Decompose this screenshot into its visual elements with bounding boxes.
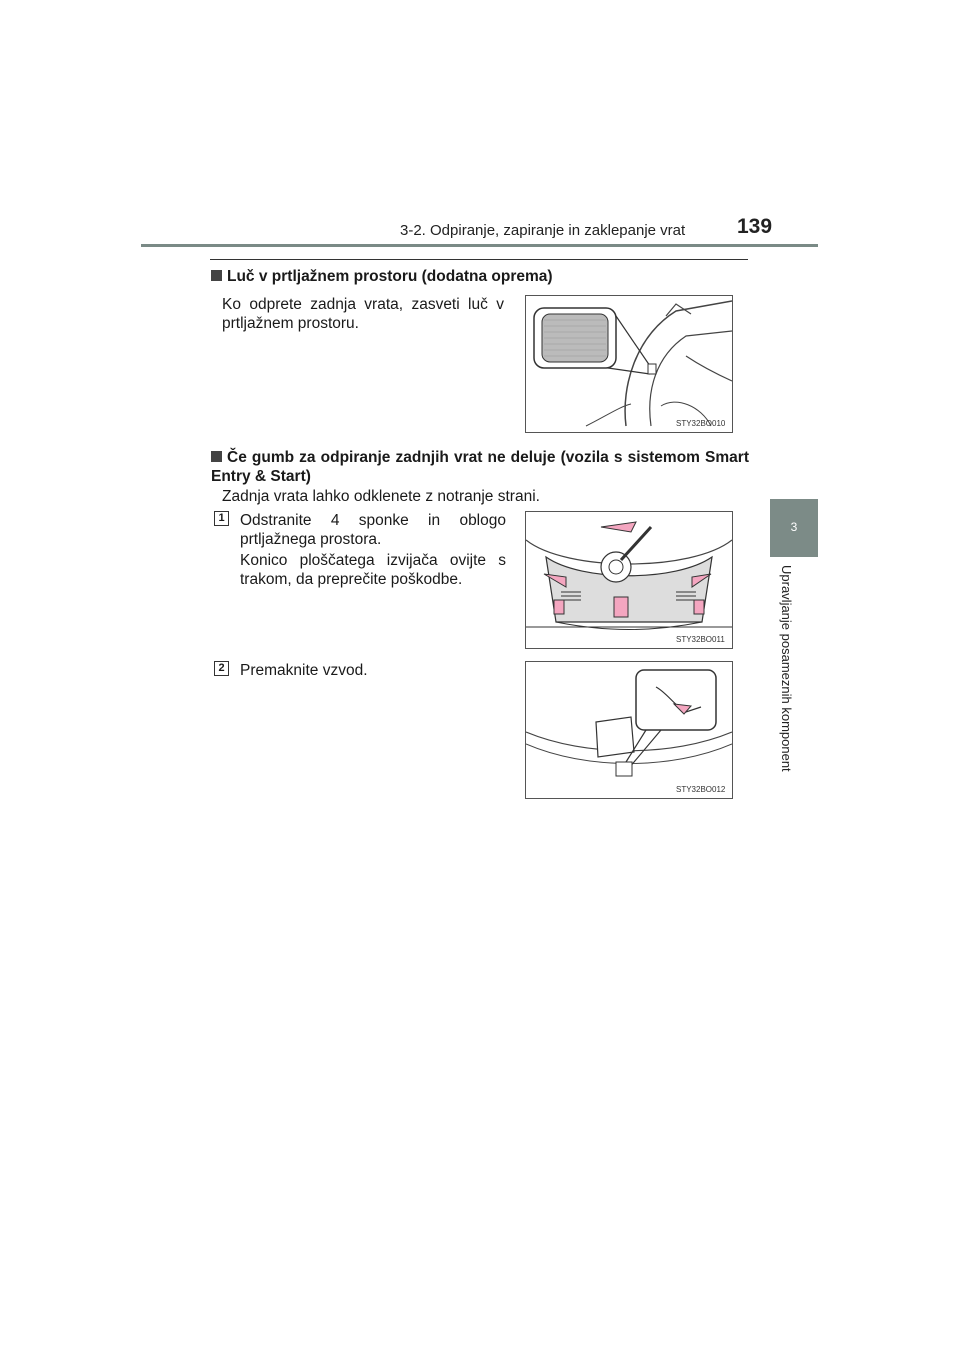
chapter-title: Upravljanje posameznih komponent <box>779 565 794 772</box>
heading-text: Luč v prtljažnem prostoru (dodatna oprema) <box>227 268 553 285</box>
figure-code: STY32BO011 <box>676 635 725 644</box>
step-text-1: Odstranite 4 sponke in oblogo prtljažnega prostora. <box>240 512 506 548</box>
step-note-1: Konico ploščatega izvijača ovijte s trakom, da preprečite poškodbe. <box>240 552 506 588</box>
chapter-number: 3 <box>790 520 798 534</box>
header-rule <box>141 244 818 247</box>
figure-trunk-light <box>525 295 733 433</box>
step-text-2: Premaknite vzvod. <box>240 662 368 679</box>
figure-code: STY32BO010 <box>676 419 726 428</box>
figure-code: STY32BO012 <box>676 785 726 794</box>
figure-remove-clips <box>525 511 733 649</box>
section-title: 3-2. Odpiranje, zapiranje in zaklepanje vrat <box>400 222 686 239</box>
content-top-rule <box>210 259 748 260</box>
step-number-1: 1 <box>214 511 229 526</box>
section-heading-trunk-light <box>211 267 751 286</box>
heading-text: Če gumb za odpiranje zadnjih vrat ne deluje (vozila s sistemom Smart Entry & Start) <box>211 449 749 485</box>
paragraph-trunk-light: Ko odprete zadnja vrata, zasveti luč v prtljažnem prostoru. <box>222 296 504 332</box>
bullet-square-icon <box>211 270 222 281</box>
step-number-2: 2 <box>214 661 229 676</box>
figure-move-lever <box>525 661 733 799</box>
section-heading-tailgate-release <box>211 448 749 486</box>
bullet-square-icon <box>211 451 222 462</box>
paragraph-tailgate-release: Zadnja vrata lahko odklenete z notranje strani. <box>222 488 540 505</box>
page-number: 139 <box>737 215 773 238</box>
